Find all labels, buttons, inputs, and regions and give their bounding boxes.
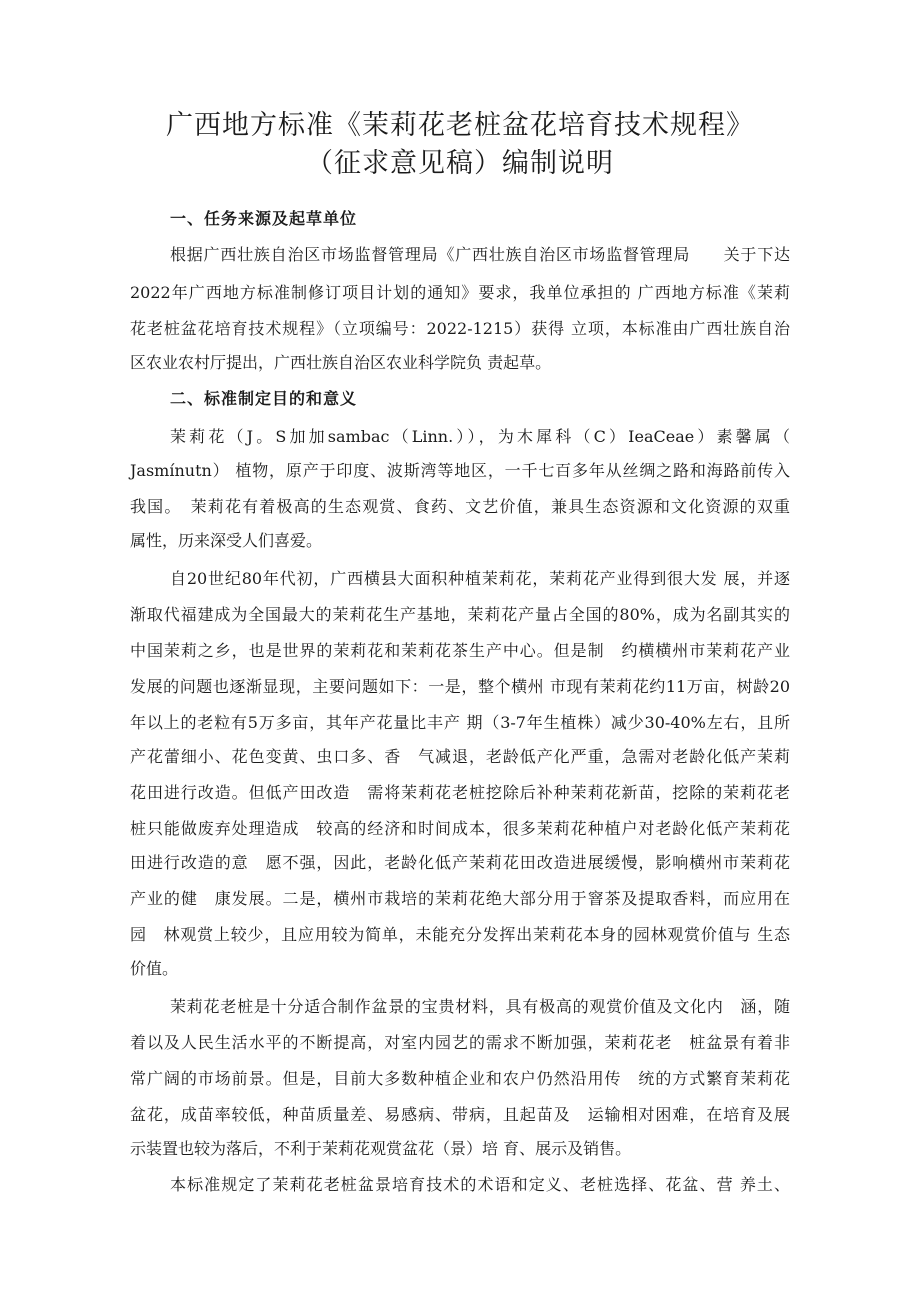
paragraph-line: 2022年广西地方标准制修订项目计划的通知》要求，我单位承担的 广西地方标准《茉莉 (130, 283, 790, 302)
paragraph-line: 桩只能做废弃处理造成 较高的经济和时间成本，很多茉莉花种植户对老龄化低产茉莉花 (130, 819, 790, 838)
paragraph-line: 区农业农村厅提出，广西壮族自治区农业科学院负 责起草。 (130, 353, 552, 372)
paragraph-line: 年以上的老粒有5万多亩，其年产花量比丰产 期（3-7年生植株）减少30-40%左右，且所 (130, 713, 790, 732)
paragraph-line: 本标准规定了茉莉花老桩盆景培育技术的术语和定义、老桩选择、花盆、营 养土、 (170, 1175, 790, 1194)
paragraph-line: 发展的问题也逐渐显现，主要问题如下：一是，整个横州 市现有茉莉花约11万亩，树龄20 (130, 677, 790, 696)
document-title-line-1: 广西地方标准《茉莉花老桩盆花培育技术规程》 (166, 110, 754, 141)
paragraph-line: 价值。 (130, 959, 179, 978)
paragraph-line: 产业的健 康发展。二是，横州市栽培的茉莉花绝大部分用于窨茶及提取香料，而应用在 (130, 889, 790, 908)
paragraph-line: 盆花，成苗率较低，种苗质量差、易感病、带病，且起苗及 运输相对困难，在培育及展 (130, 1105, 790, 1124)
paragraph-line: 产花蕾细小、花色变黄、虫口多、香 气减退，老龄低产化严重，急需对老龄化低产茉莉 (130, 747, 790, 766)
paragraph-line: 茉莉花（J。S加加sambac（Linn.）），为木犀科（C）IeaCeae）素馨属（ (170, 427, 790, 446)
paragraph-line: 我国。 茉莉花有着极高的生态观赏、食药、文艺价值，兼具生态资源和文化资源的双重 (130, 497, 790, 516)
paragraph-line: 中国茉莉之乡，也是世界的茉莉花和茉莉花茶生产中心。但是制 约横横州市茉莉花产业 (130, 641, 790, 660)
document-title-line-2: （征求意见稿）编制说明 (306, 148, 614, 179)
paragraph-line: 示装置也较为落后，不利于茉莉花观赏盆花（景）培 育、展示及销售。 (130, 1139, 632, 1158)
section-1-heading: 一、任务来源及起草单位 (170, 209, 358, 228)
paragraph-line: 花老桩盆花培育技术规程》（立项编号：2022-1215）获得 立项，本标准由广西壮族自治 (130, 319, 790, 338)
paragraph-line: 着以及人民生活水平的不断提高，对室内园艺的需求不断加强，茉莉花老 桩盆景有着非 (130, 1033, 790, 1052)
paragraph-line: 花田进行改造。但低产田改造 需将茉莉花老桩挖除后补种茉莉花新苗，挖除的茉莉花老 (130, 783, 790, 802)
paragraph-line: 属性，历来深受人们喜爱。 (130, 531, 323, 550)
paragraph-line: 根据广西壮族自治区市场监督管理局《广西壮族自治区市场监督管理局 关于下达 (170, 245, 790, 264)
section-2-heading: 二、标准制定目的和意义 (170, 389, 358, 408)
paragraph-line: 田进行改造的意 愿不强，因此，老龄化低产茉莉花田改造进展缓慢，影响横州市茉莉花 (130, 853, 790, 872)
paragraph-line: 茉莉花老桩是十分适合制作盆景的宝贵材料，具有极高的观赏价值及文化内 涵，随 (170, 997, 790, 1016)
paragraph-line: 渐取代福建成为全国最大的茉莉花生产基地，茉莉花产量占全国的80%，成为名副其实的 (130, 605, 790, 624)
paragraph-line: 自20世纪80年代初，广西横县大面积种植茉莉花，茉莉花产业得到很大发 展，并逐 (170, 569, 790, 588)
paragraph-line: Jasmínutn） 植物，原产于印度、波斯湾等地区，一千七百多年从丝绸之路和海路前传入 (130, 461, 790, 480)
paragraph-line: 园 林观赏上较少，且应用较为简单，未能充分发挥出茉莉花本身的园林观赏价值与 生态 (130, 925, 790, 944)
paragraph-line: 常广阔的市场前景。但是，目前大多数种植企业和农户仍然沿用传 统的方式繁育茉莉花 (130, 1069, 790, 1088)
